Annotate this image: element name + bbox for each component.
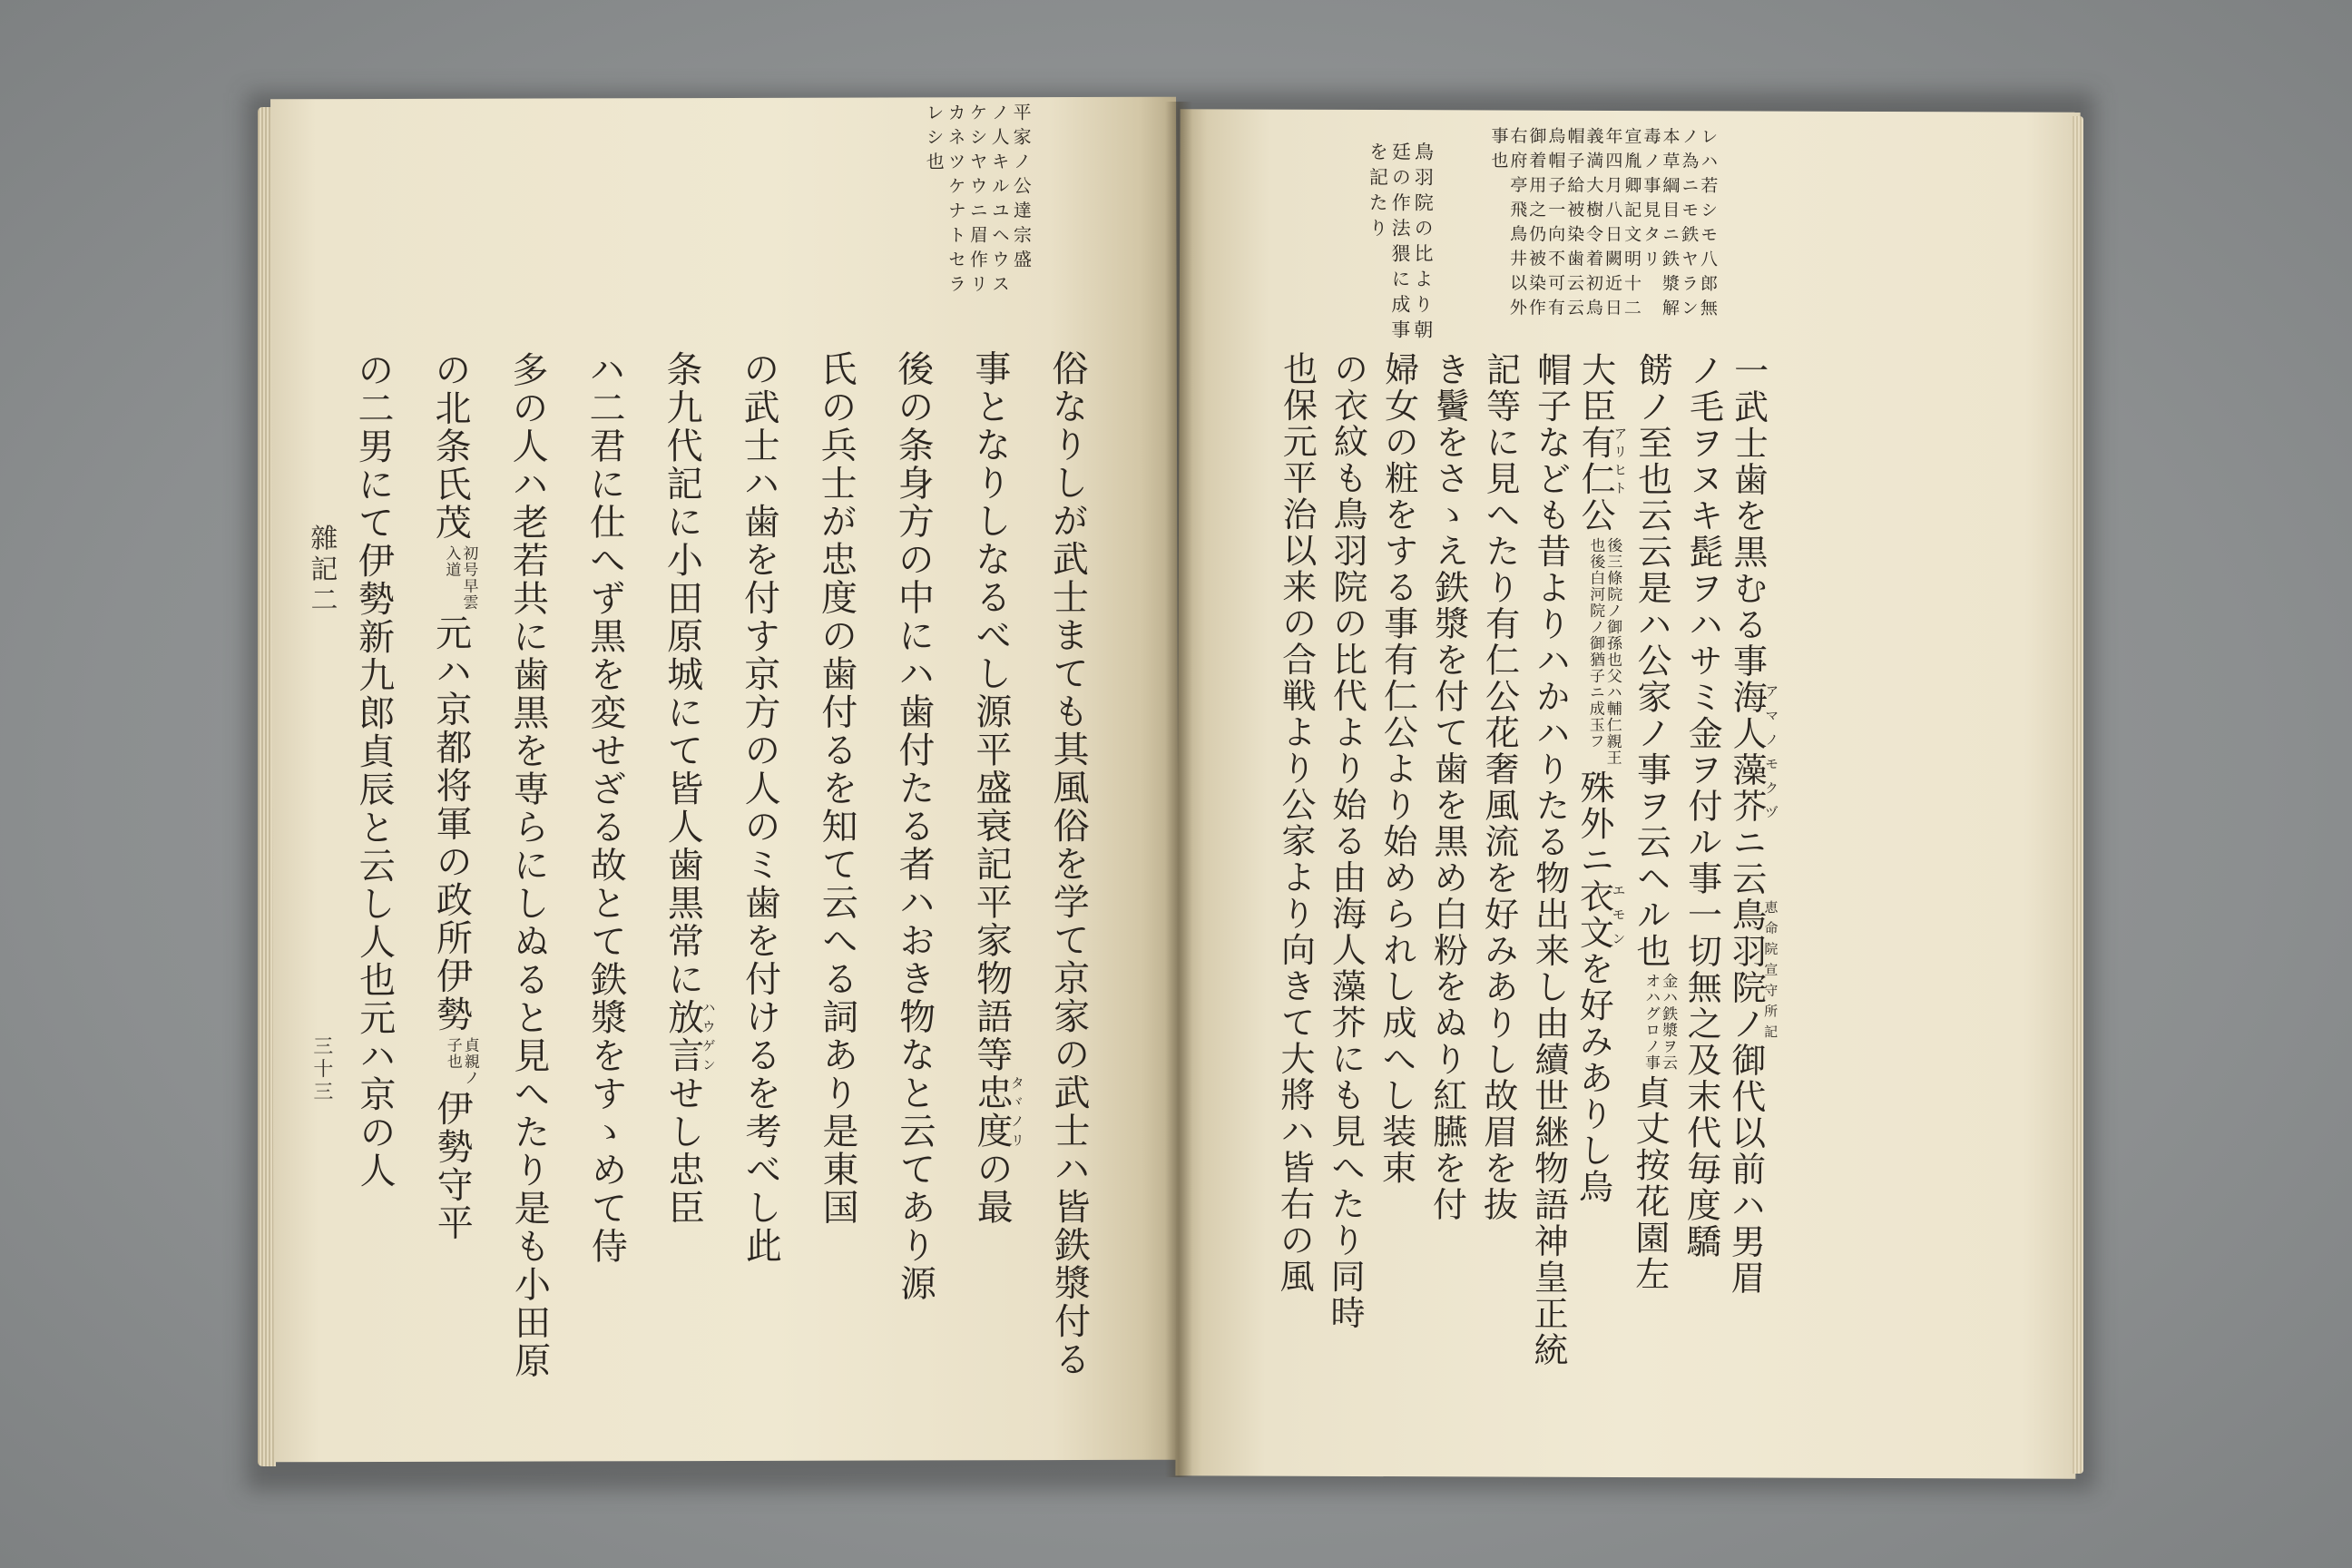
right-main-text — [1269, 351, 1780, 1406]
text-run: 殊外ニ — [1573, 769, 1615, 878]
note-line: 初号早雲 — [459, 544, 478, 611]
text-run: ハ二君に仕へず黒を変せざる故とて鉄漿をすゝめて侍 — [583, 350, 628, 1266]
text-run: 多の人ハ老若共に歯黒を専らにしぬると見へたり是も小田原 — [505, 350, 551, 1380]
headnote-line: 烏帽子一向不可有 — [1544, 126, 1566, 323]
ruby-gloss — [1575, 424, 1629, 497]
text-run: 貞丈按花園左 — [1629, 1074, 1671, 1293]
headnote-line: ノ為ニモ鉄ヤラン — [1678, 127, 1700, 324]
text-run: 条九代記に小田原城にて皆人歯黒常に — [660, 350, 704, 999]
right-headnote-a — [1488, 126, 1718, 336]
note-line: 也後白河院ノ御猶子ニ成玉フ — [1585, 536, 1605, 750]
headnote-line: を記たり — [1367, 141, 1389, 244]
headnote-line: 毒ノ事見タリ — [1641, 127, 1661, 275]
right-text-column — [1370, 351, 1425, 1404]
left-text-column — [411, 351, 491, 1413]
note-line: オハグロノ事 — [1641, 973, 1661, 1072]
text-run: 一武士歯を黒むる事 — [1727, 352, 1769, 680]
text-run: ノ毛ヲヌキ髭ヲハサミ金ヲ付ル事一切無之及末代毎度驕 — [1681, 352, 1724, 1260]
left-text-column — [565, 350, 645, 1412]
right-text-column — [1319, 351, 1374, 1404]
text-run: き鬢をさゝえ鉄漿を付て歯を黒め白粉をぬり紅臙を付 — [1426, 351, 1470, 1223]
text-run: 餝ノ至也云云是ハ公家ノ事ヲ云ヘル也 — [1630, 352, 1673, 970]
text-run: 事となりしなるべし源平盛衰記平家物語等 — [968, 349, 1013, 1074]
headnote-line: ケシヤウニ眉作リ — [966, 103, 989, 299]
interlinear-note — [1586, 537, 1622, 766]
right-text-column — [1472, 351, 1526, 1404]
headnote-line: カネツケナトセラ — [945, 103, 967, 299]
text-run: 御代以前ハ男眉 — [1725, 1042, 1767, 1297]
text-run: の武士ハ歯を付す京方の人のミ歯を付けるを考べし此 — [737, 349, 782, 1265]
right-headnote-b — [1366, 142, 1435, 359]
left-text-column — [1028, 349, 1108, 1411]
text-run: 公 — [1575, 496, 1616, 534]
ruby-base: 鳥羽院ノ — [1726, 897, 1767, 1043]
ruby-base: 忠度 — [970, 1073, 1014, 1151]
left-text-column — [642, 350, 722, 1412]
ruby-base: 放言 — [662, 998, 704, 1075]
ruby-reading: 恵命院宣守所記 — [1762, 897, 1779, 1043]
ruby-gloss — [970, 1073, 1026, 1151]
headnote-line: 宣胤卿記文明十二 — [1621, 126, 1642, 324]
ruby-reading: エモン — [1610, 877, 1627, 951]
ruby-reading: アマノモクヅ — [1762, 679, 1780, 825]
text-run: を好みありし烏 — [1573, 950, 1614, 1205]
ruby-gloss — [1573, 877, 1627, 951]
right-page — [1175, 109, 2080, 1478]
margin-title: 雜記二 — [305, 524, 338, 617]
text-run: 帽子なども昔よりハかハりたる物出来し由續世継物語神皇正統 — [1527, 351, 1572, 1368]
left-text-column — [951, 349, 1031, 1411]
ruby-base: 衣文 — [1573, 877, 1614, 951]
headnote-line: 御着用之仍被染作 — [1525, 126, 1547, 323]
text-run: 記等に見へたり有仁公花奢風流を好みありし故眉を抜 — [1477, 351, 1521, 1223]
left-text-column — [797, 350, 877, 1412]
headnote-line: 本草綱目ニ鉄漿解 — [1659, 127, 1681, 324]
ruby-gloss — [1726, 679, 1780, 825]
right-text-column — [1726, 352, 1780, 1405]
left-text-column — [874, 349, 954, 1411]
ruby-gloss — [662, 998, 717, 1075]
right-text-column — [1421, 351, 1475, 1404]
headnote-line: 平家ノ公達宗盛 — [1010, 103, 1033, 275]
text-run: 後の条身方の中にハ歯付たる者ハおき物なと云てあり源 — [891, 349, 936, 1303]
note-line: 後三條院ノ御孫也父ハ輔仁親王 — [1602, 536, 1622, 766]
left-page — [270, 97, 1180, 1463]
text-run: 元ハ京都将軍の政所伊勢 — [429, 613, 473, 1034]
left-main-text — [334, 349, 1108, 1413]
text-run: 伊勢守平 — [430, 1089, 474, 1242]
text-run: 也保元平治以来の合戦より公家より向きて大將ハ皆右の風 — [1274, 350, 1318, 1295]
right-text-column — [1269, 351, 1323, 1404]
page-number: 三十三 — [309, 1035, 333, 1104]
text-run: 婦女の粧をする事有仁公より始められし成へし装束 — [1376, 351, 1419, 1187]
note-line: 子也 — [443, 1036, 462, 1070]
headnote-line: 鳥羽院の比より朝 — [1411, 142, 1435, 346]
left-headnote — [923, 103, 1033, 316]
note-line: 貞親ノ — [460, 1036, 479, 1086]
right-text-column — [1624, 352, 1679, 1405]
left-text-column — [488, 350, 568, 1412]
interlinear-note — [442, 545, 476, 611]
headnote-line: 右府亭飛鳥井以外 — [1506, 126, 1528, 323]
book-spine — [1165, 102, 1192, 1477]
ruby-base: 有仁 — [1575, 424, 1616, 497]
interlinear-note — [444, 1037, 478, 1086]
left-text-column — [334, 351, 414, 1413]
headnote-line: ノ人キルユヘウス — [988, 103, 1011, 299]
text-run: 氏の兵士が忠度の歯付るを知て云へる詞あり是東国 — [814, 349, 859, 1227]
right-text-column — [1573, 352, 1628, 1405]
text-run: 俗なりしが武士まても其風俗を学て京家の武士ハ皆鉄漿付る — [1045, 348, 1091, 1379]
text-run: せし忠臣 — [662, 1074, 705, 1228]
headnote-line: 帽子給被染歯云云 — [1563, 126, 1585, 323]
headnote-line: レハ若シモ八郎無 — [1697, 127, 1719, 324]
headnote-line: 年四月八日闕近日 — [1602, 126, 1623, 323]
text-run: の最 — [971, 1150, 1014, 1227]
ruby-reading: ハウゲン — [700, 998, 717, 1075]
text-run: の二男にて伊勢新九郎貞辰と云し人也元ハ京の人 — [351, 350, 397, 1191]
headnote-line: 廷の作法猥に成事 — [1388, 142, 1412, 346]
headnote-line: 事也 — [1488, 126, 1509, 176]
note-line: 金ハ鉄漿ヲ云 — [1658, 973, 1678, 1072]
text-run: ニ云 — [1726, 824, 1767, 897]
ruby-reading: アリヒト — [1612, 424, 1629, 497]
text-run: の北条氏茂 — [428, 350, 472, 542]
left-text-column — [720, 350, 799, 1412]
headnote-line: 義満大樹令着初烏 — [1583, 126, 1604, 323]
headnote-line: レシ也 — [923, 103, 946, 177]
text-run: 大臣 — [1575, 351, 1616, 425]
note-line: 入道 — [442, 544, 461, 578]
ruby-gloss — [1726, 897, 1779, 1043]
ruby-reading: タヾノリ — [1008, 1073, 1026, 1151]
ruby-base: 海人藻芥 — [1726, 679, 1768, 825]
interlinear-note — [1642, 973, 1676, 1071]
text-run: の衣紋も鳥羽院の比代より始る由海人藻芥にも見へたり同時 — [1324, 350, 1368, 1331]
page-stack-right — [2073, 116, 2083, 1474]
